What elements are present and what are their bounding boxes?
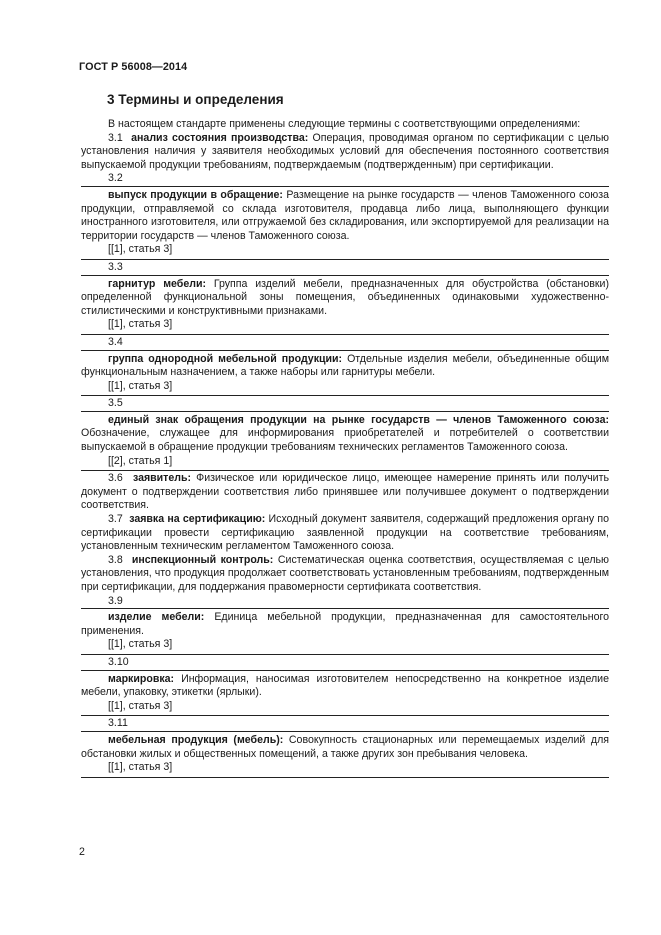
term-box-3-11	[81, 731, 609, 778]
term-3-1	[81, 132, 609, 173]
term-definition: Совокупность стационарных или перемещаемых изделий для обстановки жилых и общественных помещений, а также других зон пребывания человека.	[81, 733, 609, 760]
term-reference: [[1], статья 3]	[108, 379, 173, 392]
term-definition: Операция, проводимая органом по сертификации с целью установления наличия у заявителя необходимых условий для обеспечения постоянного соответствия выпускаемой продукции требованиям, подтверждаемым (подтвержденным) при сертификации.	[81, 131, 609, 171]
term-box-3-2	[81, 186, 609, 260]
page-number: 2	[79, 846, 85, 858]
term-number: 3.7	[108, 513, 123, 526]
term-definition: Отдельные изделия мебели, объединенные общим функциональным назначением, а также наборы или гарнитуры мебели.	[81, 352, 609, 379]
term-number: 3.2	[108, 172, 123, 185]
term-name: инспекционный контроль:	[131, 553, 274, 566]
term-definition: Информация, наносимая изготовителем непосредственно на конкретное изделие мебели, упаковку, этикетки (ярлыки).	[81, 672, 609, 699]
term-reference: [[1], статья 3]	[108, 761, 173, 774]
term-name: маркировка:	[108, 672, 175, 685]
section-title: 3 Термины и определения	[107, 92, 284, 107]
term-number: 3.9	[108, 594, 123, 607]
term-number: 3.11	[108, 717, 128, 730]
term-reference: [[1], статья 3]	[108, 318, 173, 331]
term-box-3-5	[81, 411, 609, 471]
term-3-8	[81, 554, 609, 595]
term-number: 3.5	[108, 397, 123, 410]
term-3-6	[81, 472, 609, 513]
term-reference: [[1], статья 3]	[108, 243, 173, 256]
term-box-3-4	[81, 350, 609, 397]
term-definition: Систематическая оценка соответствия, осуществляемая с целью установления, что продукция продолжает соответствовать установленным требованиям, подтвержденным при сертификации, для поддержания правомерности сертификата соответствия.	[81, 553, 609, 593]
term-3-7	[81, 513, 609, 554]
term-name: выпуск продукции в обращение:	[108, 188, 283, 201]
term-reference: [[1], статья 3]	[108, 638, 173, 651]
term-box-3-3	[81, 275, 609, 335]
term-number: 3.8	[108, 553, 123, 566]
term-name: группа однородной мебельной продукции:	[108, 352, 343, 365]
term-definition: Размещение на рынке государств — членов Таможенного союза продукции, отправляемой со склада изготовителя, продавца либо лица, выполняющего функции иностранного изготовителя, или отгружаемой без складирования, или экспортируемой для реализации на территории государств — членов Таможенного союза.	[81, 188, 610, 242]
term-definition: Обозначение, служащее для информирования приобретателей и потребителей о соответствии выпускаемой в обращение продукции требованиям технических регламентов Таможенного союза.	[81, 427, 609, 454]
intro-paragraph: В настоящем стандарте применены следующие термины с соответствующими определениями:	[108, 118, 581, 130]
standard-header: ГОСТ Р 56008—2014	[79, 61, 188, 73]
term-name: заявка на сертификацию:	[129, 513, 266, 526]
term-box-3-10	[81, 670, 609, 717]
term-name: мебельная продукция (мебель):	[108, 733, 284, 746]
term-number: 3.6	[108, 472, 123, 485]
term-definition: Исходный документ заявителя, содержащий предложения органу по сертификации провести сертификацию заявленной продукции на соответствие требованиям, установленным техническим регламентом Таможенного союза.	[81, 513, 609, 553]
term-name: единый знак обращения продукции на рынке государств — членов Таможенного союза:	[108, 413, 609, 426]
term-name: заявитель:	[132, 472, 192, 485]
term-reference: [[1], статья 3]	[108, 699, 173, 712]
term-number: 3.1	[108, 131, 123, 144]
term-name: анализ состояния производства:	[131, 131, 309, 144]
term-reference: [[2], статья 1]	[108, 454, 173, 467]
terms-content	[81, 118, 609, 779]
term-definition: Единица мебельной продукции, предназначенная для самостоятельного применения.	[81, 611, 609, 637]
term-box-3-9	[81, 608, 609, 655]
term-name: изделие мебели:	[108, 611, 205, 624]
term-definition: Физическое или юридическое лицо, имеющее намерение принять или получить документ о подтверждении соответствия либо принявшее или получившее документ о подтверждении соответствия.	[81, 472, 609, 512]
term-definition: Группа изделий мебели, предназначенных для обустройства (обстановки) определенной функциональной зоны помещения, объединенных одинаковыми художественно-стилистическими и конструктивными признаками.	[81, 277, 609, 317]
term-number: 3.10	[108, 655, 129, 668]
term-number: 3.3	[108, 260, 123, 273]
term-name: гарнитур мебели:	[108, 277, 206, 290]
term-number: 3.4	[108, 335, 123, 348]
